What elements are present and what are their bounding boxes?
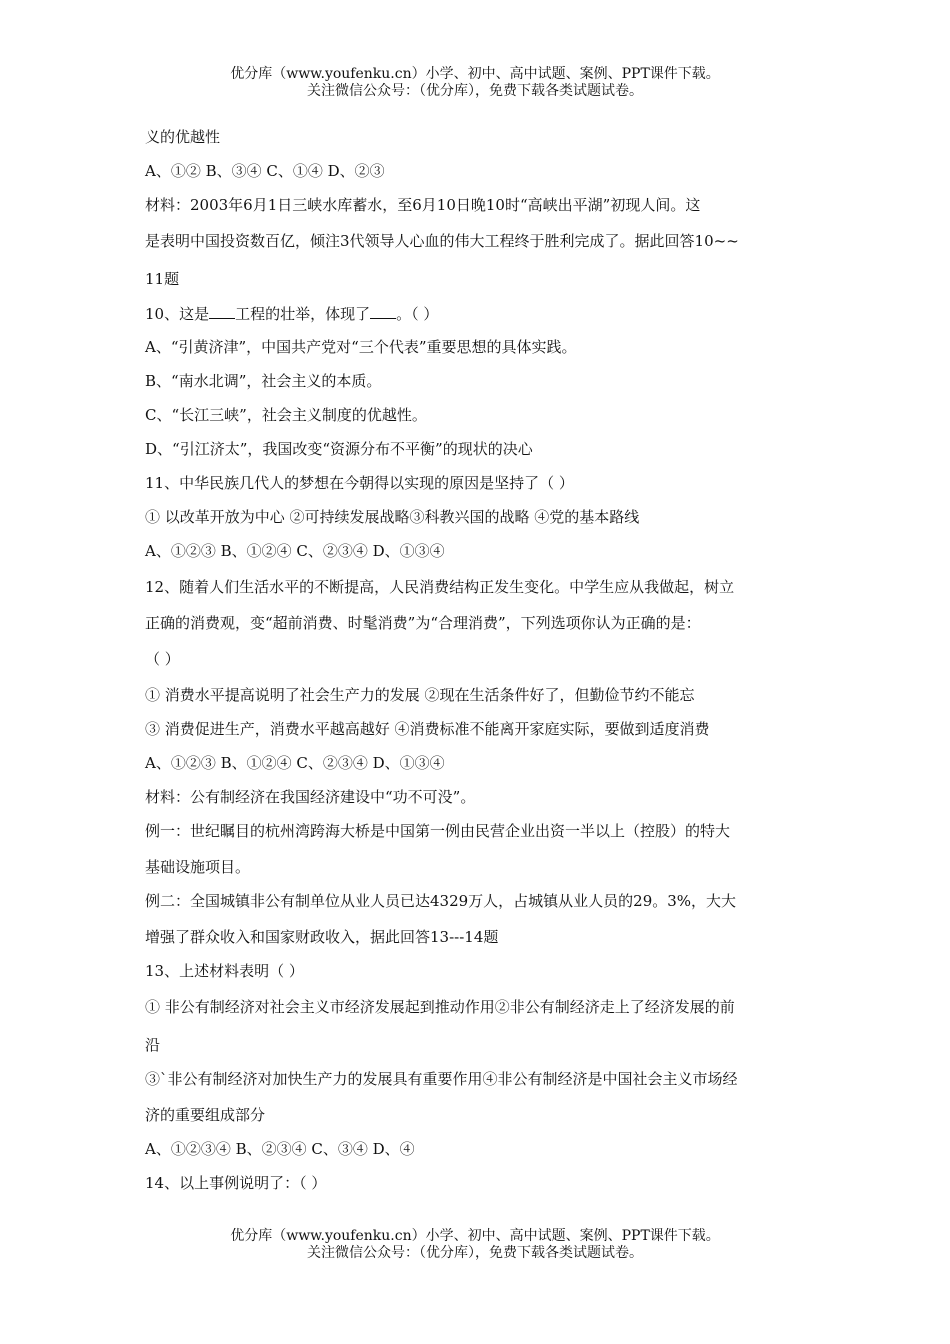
answer-options: A、①②③④ B、②③④ C、③④ D、④	[145, 1140, 415, 1158]
statement-list: ③ 消费促进生产，消费水平越高越好 ④消费标准不能离开家庭实际，要做到适度消费	[145, 720, 710, 738]
question-13: 13、上述材料表明（ ）	[145, 962, 304, 980]
answer-options: A、①②③ B、①②④ C、②③④ D、①③④	[145, 542, 445, 560]
question-10	[145, 304, 438, 323]
answer-options: A、①② B、③④ C、①④ D、②③	[145, 162, 385, 180]
header-line-2: 关注微信公众号：（优分库），免费下载各类试题试卷。	[307, 83, 643, 99]
statement-list: ① 非公有制经济对社会主义市经济发展起到推动作用②非公有制经济走上了经济发展的前	[145, 998, 735, 1016]
option-d: D、“引江济太”，我国改变“资源分布不平衡”的现状的决心	[145, 440, 533, 458]
page-header	[0, 66, 950, 100]
example-2: 例二：全国城镇非公有制单位从业人员已达4329万人，占城镇从业人员的29。3%，大大	[145, 892, 737, 910]
material-text: 材料：公有制经济在我国经济建设中“功不可没”。	[145, 788, 476, 806]
fill-in-blank	[370, 304, 396, 319]
statement-list: 济的重要组成部分	[145, 1106, 266, 1124]
page-footer	[0, 1228, 950, 1262]
question-12: 12、随着人们生活水平的不断提高，人民消费结构正发生变化。中学生应从我做起，树立	[145, 578, 735, 596]
example-2: 增强了群众收入和国家财政收入，据此回答13---14题	[145, 928, 499, 946]
option-b: B、“南水北调”，社会主义的本质。	[145, 372, 382, 390]
material-text: 材料：2003年6月1日三峡水库蓄水，至6月10日晚10时“高峡出平湖”初现人间。这	[145, 196, 701, 214]
question-10-part-2: 工程的壮举，体现了	[235, 305, 371, 323]
answer-bracket: （ ）	[145, 650, 180, 668]
fill-in-blank	[209, 304, 235, 319]
footer-line-1: 优分库（www.youfenku.cn）小学、初中、高中试题、案例、PPT课件下载。	[230, 1228, 720, 1244]
question-11: 11、中华民族几代人的梦想在今朝得以实现的原因是坚持了（ ）	[145, 474, 574, 492]
question-14: 14、以上事例说明了：（ ）	[145, 1174, 327, 1192]
question-10-part-1: 10、这是	[145, 305, 210, 323]
question-12: 正确的消费观，变“超前消费、时髦消费”为“合理消费”，下列选项你认为正确的是：	[145, 614, 701, 632]
statement-list: 沿	[145, 1036, 161, 1054]
option-a: A、“引黄济津”，中国共产党对“三个代表”重要思想的具体实践。	[145, 338, 577, 356]
statement-list: ③`非公有制经济对加快生产力的发展具有重要作用④非公有制经济是中国社会主义市场经	[145, 1070, 738, 1088]
footer-line-2: 关注微信公众号：（优分库），免费下载各类试题试卷。	[307, 1245, 643, 1261]
material-text: 11题	[145, 270, 180, 288]
answer-options: A、①②③ B、①②④ C、②③④ D、①③④	[145, 754, 445, 772]
text-line: 义的优越性	[145, 128, 221, 146]
header-line-1: 优分库（www.youfenku.cn）小学、初中、高中试题、案例、PPT课件下载。	[230, 66, 720, 82]
example-1: 例一：世纪瞩目的杭州湾跨海大桥是中国第一例由民营企业出资一半以上（控股）的特大	[145, 822, 731, 840]
question-10-part-3: 。（ ）	[396, 305, 439, 323]
material-text: 是表明中国投资数百亿，倾注3代领导人心血的伟大工程终于胜利完成了。据此回答10~~	[145, 232, 739, 250]
statement-list: ① 消费水平提高说明了社会生产力的发展 ②现在生活条件好了，但勤俭节约不能忘	[145, 686, 695, 704]
example-1: 基础设施项目。	[145, 858, 251, 876]
statement-list: ① 以改革开放为中心 ②可持续发展战略③科教兴国的战略 ④党的基本路线	[145, 508, 640, 526]
option-c: C、“长江三峡”，社会主义制度的优越性。	[145, 406, 427, 424]
